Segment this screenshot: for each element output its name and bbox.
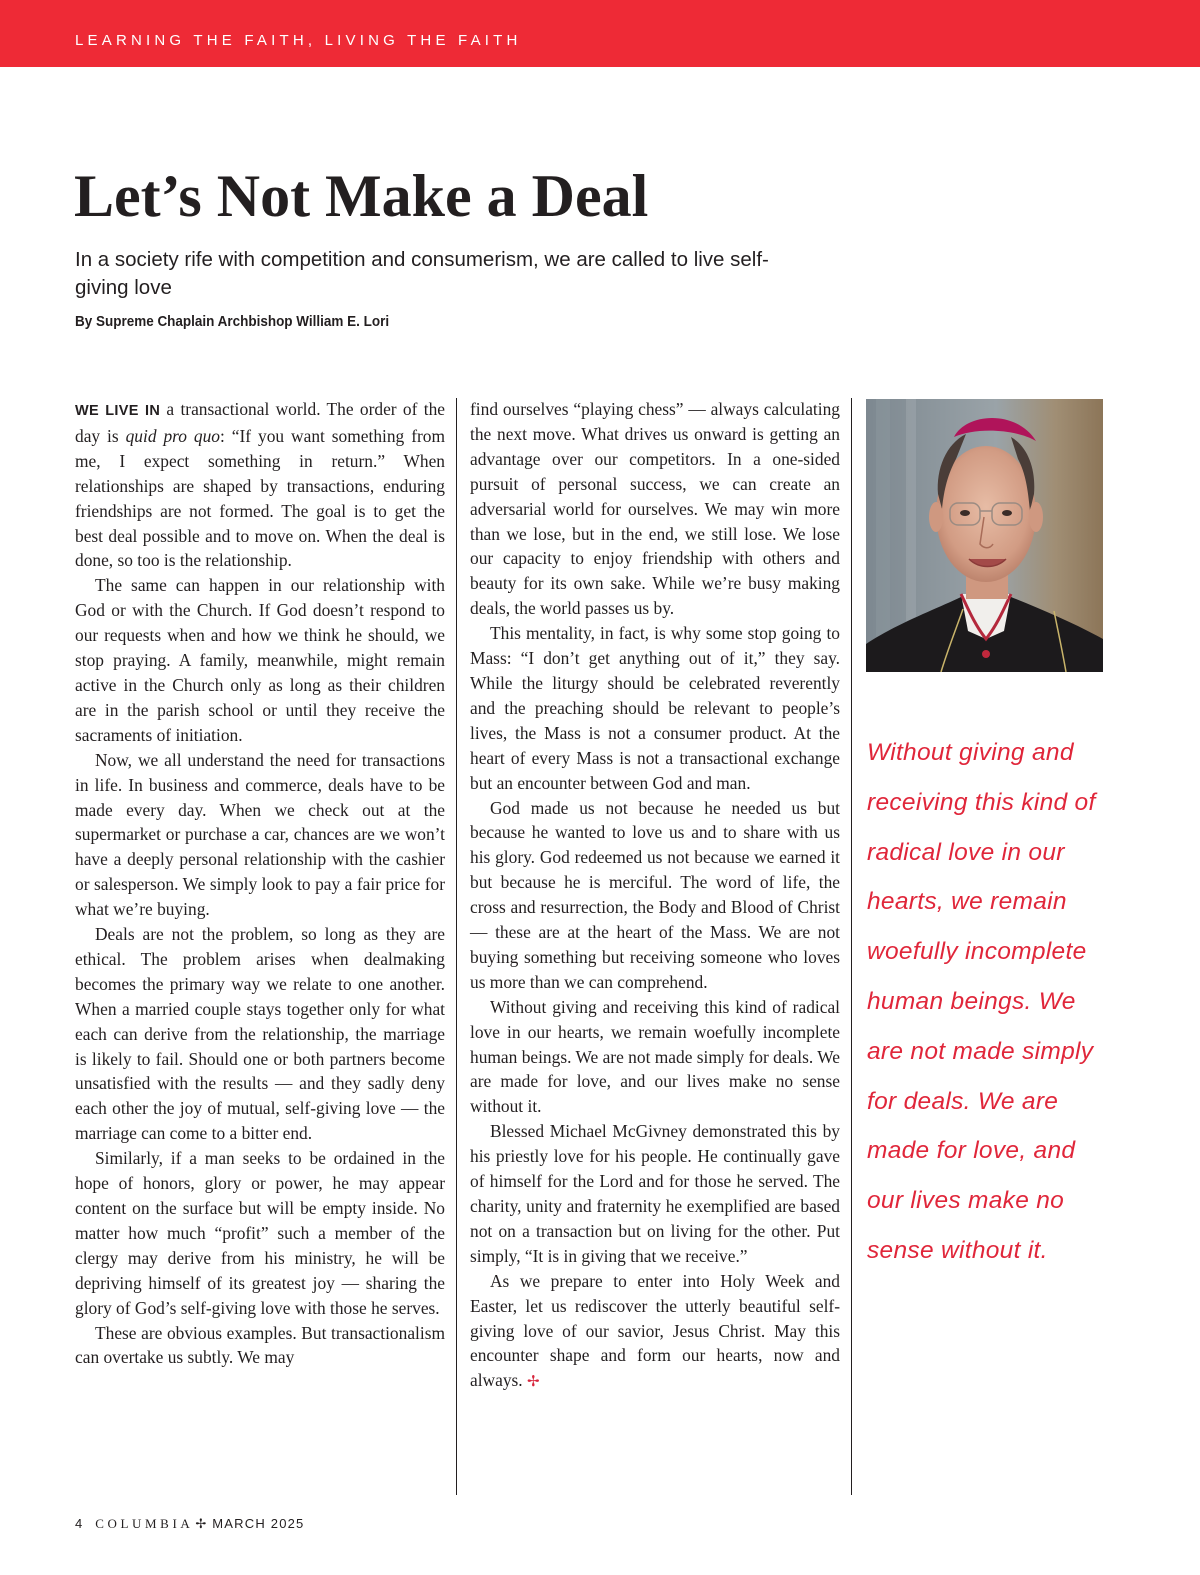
body-paragraph: The same can happen in our relationship with God or with the Church. If God doesn’t respond to our requests when and how we think he should, we stop praying. A family, meanwhile, might remain active in the Church only as long as their children are in the parish school or until they receive the sacraments of initiation. — [75, 575, 445, 745]
article-subtitle: In a society rife with competition and consumerism, we are called to live self-giving love — [75, 248, 769, 299]
section-banner — [0, 0, 1200, 67]
issue-date: MARCH 2025 — [212, 1516, 305, 1531]
body-paragraph: Blessed Michael McGivney demonstrated this by his priestly love for his people. He continually gave of himself for the Lord and for those he served. The charity, unity and fraternity he exemplified are based not on a transaction but on living for the other. Put simply, “It is in giving that we receive.” — [470, 1121, 840, 1266]
body-paragraph: find ourselves “playing chess” — always calculating the next move. What drives us onward is getting an advantage over our competitors. In a one-sided pursuit of personal success, we can create an adversarial world for ourselves. We may win more than we lose, but in the end, we still lose. We lose our capacity to enjoy friendship with others and beauty for its own sake. While we’re busy making deals, the world passes us by. — [470, 399, 840, 619]
body-paragraph — [75, 397, 445, 573]
portrait-image — [866, 399, 1103, 672]
body-text: As we prepare to enter into Holy Week and Easter, let us rediscover the utterly beautiful self-giving love of our savior, Jesus Christ. May this encounter shape and form our hearts, now and always. — [470, 1270, 840, 1391]
lead-in: WE LIVE IN — [75, 403, 161, 419]
pull-quote: Without giving and receiving this kind of radical love in our hearts, we remain woefully incomplete human beings. We are not made simply for deals. We are made for love, and our lives make no sense without it. — [867, 739, 1096, 1264]
body-paragraph: These are obvious examples. But transactionalism can overtake us subtly. We may — [75, 1322, 445, 1368]
end-cross-icon: ✢ — [527, 1372, 540, 1391]
page-footer — [75, 1516, 304, 1532]
section-label: LEARNING THE FAITH, LIVING THE FAITH — [75, 32, 522, 49]
body-paragraph: This mentality, in fact, is why some stop going to Mass: “I don’t get anything out of it,” they say. While the liturgy should be celebrated reverently and the preaching should be relevant to people’s lives, the Mass is not a consumer product. At the heart of every Mass is not a transactional exchange but an encounter between God and man. — [470, 623, 840, 793]
body-paragraph: God made us not because he needed us but because he wanted to love us and to share with us his glory. God redeemed us not because we earned it but because he is merciful. The word of life, the cross and resurrection, the Body and Blood of Christ — these are at the heart of the Mass. We are not buying something but receiving someone who loves us more than we can comprehend. — [470, 797, 840, 992]
author-portrait — [866, 399, 1103, 672]
body-paragraph: Similarly, if a man seeks to be ordained in the hope of honors, glory or power, he may appear content on the surface but will be empty inside. No matter how much “profit” such a member of the clergy may derive from his ministry, he will be depriving himself of its greatest joy — sharing the glory of God’s self-giving love with those he serves. — [75, 1148, 445, 1318]
body-column-1 — [75, 397, 445, 1370]
body-text: : “If you want something from me, I expect something in return.” When relationships are shaped by transactions, enduring friendships are not formed. The goal is to get the best deal possible and to move on. When the deal is done, so too is the relationship. — [75, 425, 445, 571]
column-divider — [456, 398, 457, 1495]
italic-phrase: quid pro quo — [125, 425, 220, 446]
magazine-name: COLUMBIA — [95, 1516, 194, 1531]
page-number: 4 — [75, 1516, 84, 1531]
body-paragraph — [470, 1269, 840, 1395]
body-text: a transactional world. The order of the day is — [75, 399, 445, 446]
article-byline: By Supreme Chaplain Archbishop William E. Lori — [75, 314, 390, 330]
cross-separator-icon: ✢ — [195, 1516, 207, 1531]
body-paragraph: Deals are not the problem, so long as they are ethical. The problem arises when dealmaking becomes the primary way we relate to one another. When a married couple stays together only for what each can derive from the relationship, the marriage is likely to fail. Should one or both partners become unsatisfied with the results — and they sadly deny each other the joy of mutual, self-giving love — the marriage can come to a bitter end. — [75, 924, 445, 1144]
body-paragraph: Without giving and receiving this kind of radical love in our hearts, we remain woefully incomplete human beings. We are not made simply for deals. We are made for love, and our lives make no sense without it. — [470, 996, 840, 1117]
article-title: Let’s Not Make a Deal — [74, 163, 649, 229]
body-column-2 — [470, 397, 840, 1394]
body-paragraph: Now, we all understand the need for transactions in life. In business and commerce, deals have to be made every day. When we check out at the supermarket or purchase a car, chances are we won’t have a deeply personal relationship with the cashier or salesperson. We simply look to pay a fair price for what we’re buying. — [75, 749, 445, 920]
column-divider — [851, 398, 852, 1495]
